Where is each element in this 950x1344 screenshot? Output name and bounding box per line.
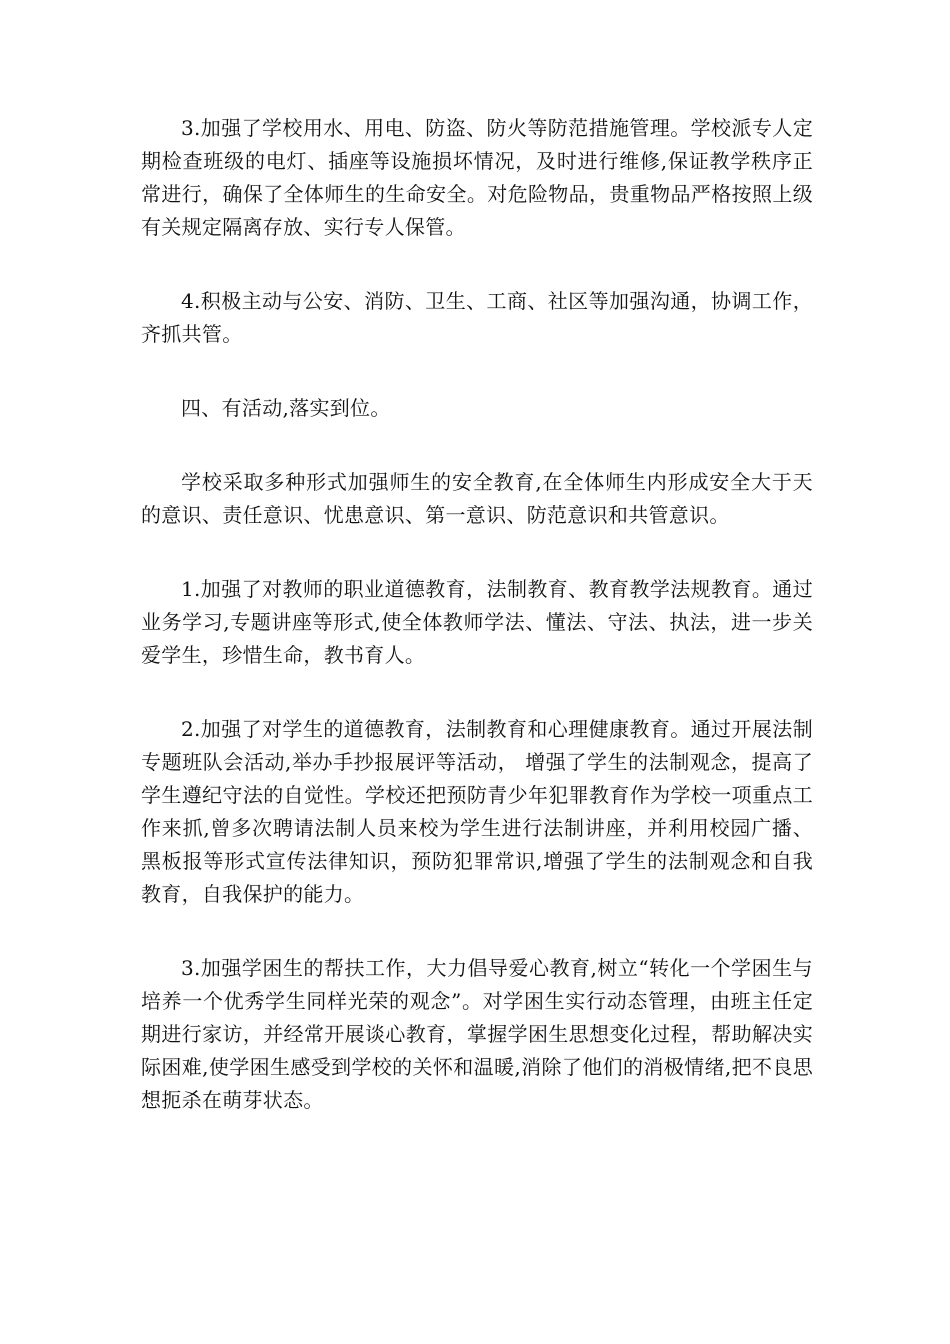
paragraph-safety-education: 学校采取多种形式加强师生的安全教育,在全体师生内形成安全大于天的意识、责任意识、忧患意识、第一意识、防范意识和共管意识。 [141,470,813,527]
paragraph-safety-measures: 3.加强了学校用水、用电、防盗、防火等防范措施管理。学校派专人定期检查班级的电灯、插座等设施损坏情况，及时进行维修,保证教学秩序正常进行，确保了全体师生的生命安全。对危险物品，贵重物品严格按照上级有关规定隔离存放、实行专人保管。 [141,116,813,239]
section-heading-activities: 四、有活动,落实到位。 [181,396,391,420]
paragraph-cooperation: 4.积极主动与公安、消防、卫生、工商、社区等加强沟通，协调工作，齐抓共管。 [141,289,813,346]
document-body [141,112,813,1158]
paragraph-struggling-students: 3.加强学困生的帮扶工作，大力倡导爱心教育,树立“转化一个学困生与培养一个优秀学生同样光荣的观念”。对学困生实行动态管理，由班主任定期进行家访，并经常开展谈心教育，掌握学困生思想变化过程，帮助解决实际困难,使学困生感受到学校的关怀和温暖,消除了他们的消极情绪,把不良思想扼杀在萌芽状态。 [141,956,813,1112]
paragraph-student-education: 2.加强了对学生的道德教育，法制教育和心理健康教育。通过开展法制专题班队会活动,举办手抄报展评等活动， 增强了学生的法制观念，提高了学生遵纪守法的自觉性。学校还把预防青少年犯罪教育作为学校一项重点工作来抓,曾多次聘请法制人员来校为学生进行法制讲座，并利用校园广播、黑板报等形式宣传法律知识，预防犯罪常识,增强了学生的法制观念和自我教育，自我保护的能力。 [141,717,813,906]
paragraph-teacher-education: 1.加强了对教师的职业道德教育，法制教育、教育教学法规教育。通过业务学习,专题讲座等形式,使全体教师学法、懂法、守法、执法，进一步关爱学生，珍惜生命，教书育人。 [141,577,813,667]
